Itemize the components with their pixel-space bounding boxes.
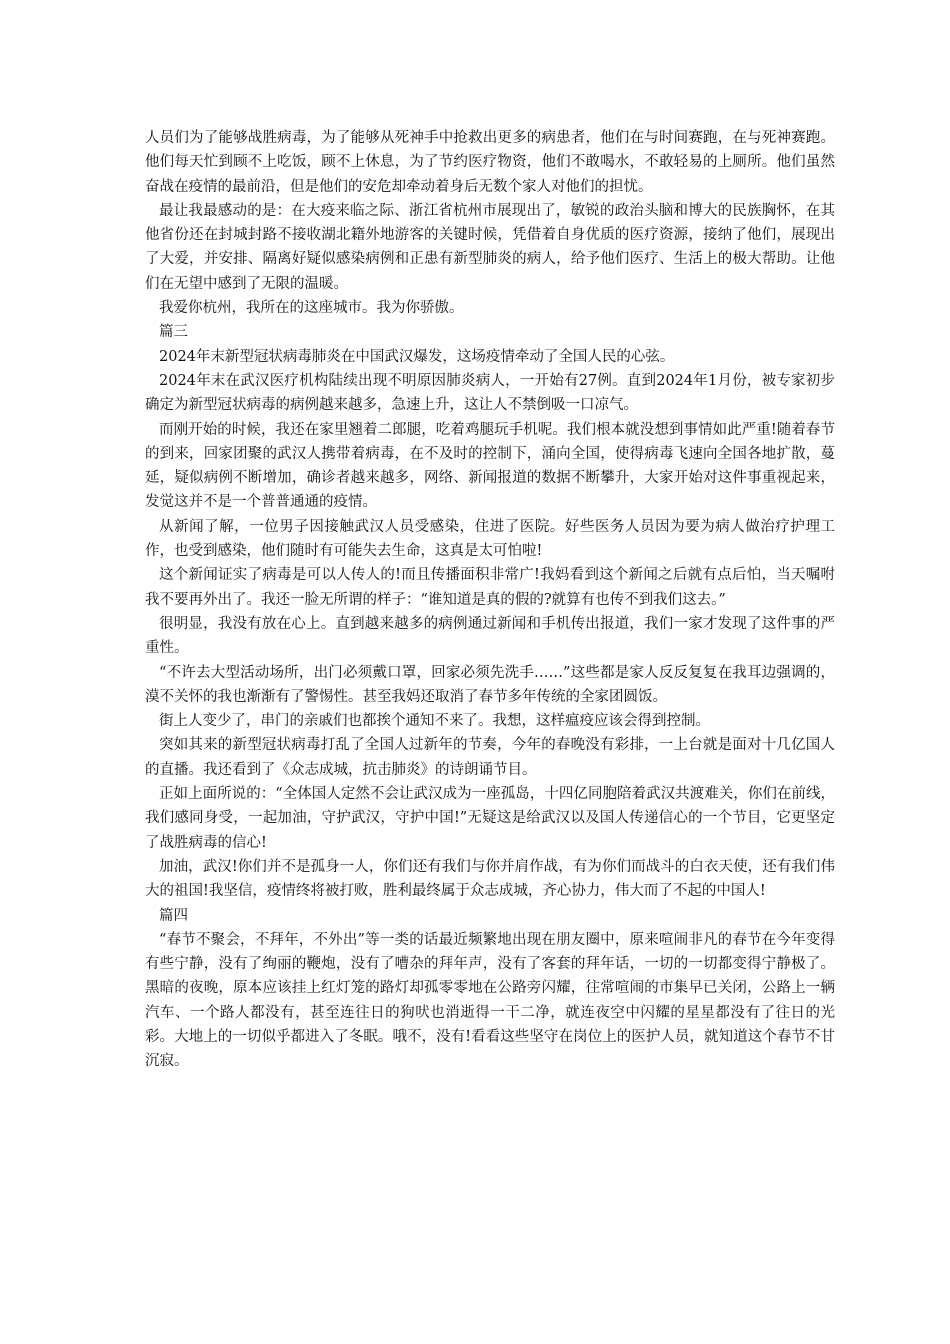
paragraph: 从新闻了解，一位男子因接触武汉人员受感染，住进了医院。好些医务人员因为要为病人做治疗护理工作，也受到感染，他们随时有可能失去生命，这真是太可怕啦! [145, 518, 835, 560]
paragraph: “春节不聚会，不拜年，不外出”等一类的话最近频繁地出现在朋友圈中，原来喧闹非凡的春节在今年变得有些宁静，没有了绚丽的鞭炮，没有了嘈杂的拜年声，没有了客套的拜年话，一切的一切都变得宁静极了。黑暗的夜晚，原本应该挂上红灯笼的路灯却孤零零地在公路旁闪耀，往常喧闹的市集早已关闭，公路上一辆汽车、一个路人都没有，甚至连往日的狗吠也消逝得一干二净，就连夜空中闪耀的星星都没有了往日的光彩。大地上的一切似乎都进入了冬眠。哦不，没有!看看这些坚守在岗位上的医护人员，就知道这个春节不甘沉寂。 [145, 931, 835, 1070]
paragraph: 很明显，我没有放在心上。直到越来越多的病例通过新闻和手机传出报道，我们一家才发现了这件事的严重性。 [145, 615, 835, 657]
paragraph: 突如其来的新型冠状病毒打乱了全国人过新年的节奏，今年的春晚没有彩排，一上台就是面对十几亿国人的直播。我还看到了《众志成城，抗击肺炎》的诗朗诵节目。 [145, 737, 835, 778]
paragraph: 这个新闻证实了病毒是可以人传人的!而且传播面积非常广!我妈看到这个新闻之后就有点后怕，当天嘱咐我不要再外出了。我还一脸无所谓的样子：“谁知道是真的假的?就算有也传不到我们这去。” [145, 567, 835, 608]
paragraph: 加油，武汉!你们并不是孤身一人，你们还有我们与你并肩作战，有为你们而战斗的白衣天使，还有我们伟大的祖国!我坚信，疫情终将被打败，胜利最终属于众志成城，齐心协力，伟大而了不起的中国人! [145, 858, 835, 900]
paragraph: 正如上面所说的：“全体国人定然不会让武汉成为一座孤岛，十四亿同胞陪着武汉共渡难关，你们在前线，我们感同身受，一起加油，守护武汉，守护中国!”无疑这是给武汉以及国人传递信心的一个节目，它更坚定了战胜病毒的信心! [145, 786, 835, 851]
paragraph: 2024年末在武汉医疗机构陆续出现不明原因肺炎病人，一开始有27例。直到2024年1月份，被专家初步确定为新型冠状病毒的病例越来越多，急速上升，这让人不禁倒吸一口凉气。 [145, 372, 835, 414]
paragraph: 街上人变少了，串门的亲戚们也都挨个通知不来了。我想，这样瘟疫应该会得到控制。 [159, 713, 710, 730]
paragraph: 最让我最感动的是：在大疫来临之际、浙江省杭州市展现出了，敏锐的政治头脑和博大的民族胸怀，在其他省份还在封城封路不接收湖北籍外地游客的关键时候，凭借着自身优质的医疗资源，接纳了他们，展现出了大爱，并安排、隔离好疑似感染病例和正患有新型肺炎的病人，给予他们医疗、生活上的极大帮助。让他们在无望中感到了无限的温暖。 [145, 202, 835, 292]
section-heading: 篇三 [159, 324, 188, 341]
paragraph: 而刚开始的时候，我还在家里翘着二郎腿，吃着鸡腿玩手机呢。我们根本就没想到事情如此严重!随着春节的到来，回家团聚的武汉人携带着病毒，在不及时的控制下，涌向全国，使得病毒飞速向全国各地扩散，蔓延，疑似病例不断增加，确诊者越来越多，网络、新闻报道的数据不断攀升，大家开始对这件事重视起来，发觉这并不是一个普普通通的疫情。 [145, 421, 835, 511]
paragraph: 人员们为了能够战胜病毒，为了能够从死神手中抢救出更多的病患者，他们在与时间赛跑，在与死神赛跑。他们每天忙到顾不上吃饭，顾不上休息，为了节约医疗物资，他们不敢喝水，不敢轻易的上厕所。他们虽然奋战在疫情的最前沿，但是他们的安危却牵动着身后无数个家人对他们的担忧。 [145, 130, 835, 195]
paragraph: 2024年末新型冠状病毒肺炎在中国武汉爆发，这场疫情牵动了全国人民的心弦。 [159, 348, 675, 365]
document-body [145, 126, 835, 1074]
paragraph: “不许去大型活动场所，出门必须戴口罩，回家必须先洗手……”这些都是家人反反复复在我耳边强调的，漠不关怀的我也渐渐有了警惕性。甚至我妈还取消了春节多年传统的全家团圆饭。 [145, 664, 835, 705]
paragraph: 我爱你杭州，我所在的这座城市。我为你骄傲。 [159, 300, 464, 317]
section-heading: 篇四 [159, 907, 188, 924]
